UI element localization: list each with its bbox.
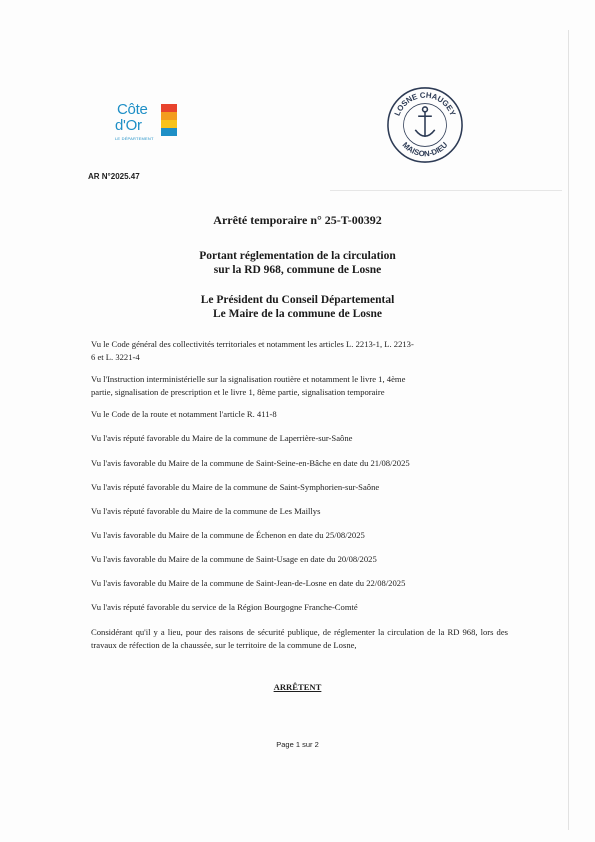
seal-top-text: LOSNE CHAUGEY	[392, 90, 458, 118]
logo-bar-orange	[161, 112, 177, 120]
logo-tagline: LE DÉPARTEMENT	[115, 136, 154, 141]
visa-paragraph	[91, 432, 508, 445]
visa-line: Vu l'avis réputé favorable du Maire de la commune de Saint-Symphorien-sur-Saône	[91, 482, 380, 492]
visa-line: Vu l'avis favorable du Maire de la commune de Saint-Seine-en-Bâche en date du 21/08/2025	[91, 458, 410, 468]
header-rule	[330, 190, 562, 191]
arrete-title-text: Arrêté temporaire n° 25-T-00392	[213, 213, 382, 227]
visa-paragraph	[91, 505, 508, 518]
visa-paragraph	[91, 408, 508, 421]
municipal-seal-stamp	[386, 86, 464, 164]
visa-line: Vu l'avis favorable du Maire de la commune de Saint-Usage en date du 20/08/2025	[91, 554, 377, 564]
visa-paragraph	[91, 457, 508, 470]
arrete-reference-number: AR N°2025.47	[88, 172, 140, 181]
visa-paragraph	[91, 553, 508, 566]
visa-paragraph	[91, 481, 508, 494]
arrete-title	[100, 213, 495, 227]
visa-paragraph	[91, 338, 508, 363]
visa-line: Vu l'avis réputé favorable du Maire de la commune de Les Maillys	[91, 506, 321, 516]
authorities-heading	[100, 293, 495, 321]
visa-paragraph	[91, 601, 508, 614]
logo-bar-red	[161, 104, 177, 112]
arretent-heading: ARRÊTENT	[273, 682, 322, 692]
page-number: Page 1 sur 2	[276, 740, 319, 749]
logo-bar-blue	[161, 128, 177, 136]
visa-line: partie, signalisation de prescription et le livre 1, 8ème partie, signalisation temporaire	[91, 386, 385, 397]
seal-anchor-icon	[415, 107, 435, 137]
logo-bar-yellow	[161, 120, 177, 128]
visa-line: Vu l'avis favorable du Maire de la commune de Saint-Jean-de-Losne en date du 22/08/2025	[91, 578, 406, 588]
arrete-subject	[100, 249, 495, 277]
logo-color-bars	[161, 104, 177, 136]
visa-line: Vu le Code général des collectivités territoriales et notamment les articles L. 2213-1, L. 2213-	[91, 339, 414, 349]
authority-line-2: Le Maire de la commune de Losne	[212, 308, 383, 320]
logo-text-line1: Côte	[117, 101, 148, 118]
visa-line: 6 et L. 3221-4	[91, 351, 140, 362]
visa-paragraph	[91, 577, 508, 590]
visa-line: Vu l'avis réputé favorable du Maire de la commune de Laperrière-sur-Saône	[91, 433, 353, 443]
scan-edge-line	[568, 30, 569, 830]
visa-paragraph	[91, 373, 508, 398]
authority-line-1: Le Président du Conseil Départemental	[200, 294, 395, 306]
considerant-paragraph: Considérant qu'il y a lieu, pour des raisons de sécurité publique, de réglementer la circulation de la RD 968, lors des travaux de réfection de la chaussée, sur le territoire de la commune de Losne,	[91, 627, 508, 650]
visa-line: Vu l'Instruction interministérielle sur la signalisation routière et notamment le livre 1, 4ème	[91, 374, 406, 384]
visa-line: Vu l'avis favorable du Maire de la commune de Échenon en date du 25/08/2025	[91, 530, 365, 540]
visa-paragraph	[91, 529, 508, 542]
visa-line: Vu le Code de la route et notamment l'article R. 411-8	[91, 409, 277, 419]
logo-text-line2: d'Or	[115, 117, 142, 134]
visa-line: Vu l'avis réputé favorable du service de la Région Bourgogne Franche-Comté	[91, 602, 358, 612]
seal-bottom-text: MAISON-DIEU	[400, 140, 450, 159]
subject-line-2: sur la RD 968, commune de Losne	[213, 264, 382, 276]
cote-dor-logo	[113, 102, 181, 146]
subject-line-1: Portant réglementation de la circulation	[199, 250, 396, 262]
